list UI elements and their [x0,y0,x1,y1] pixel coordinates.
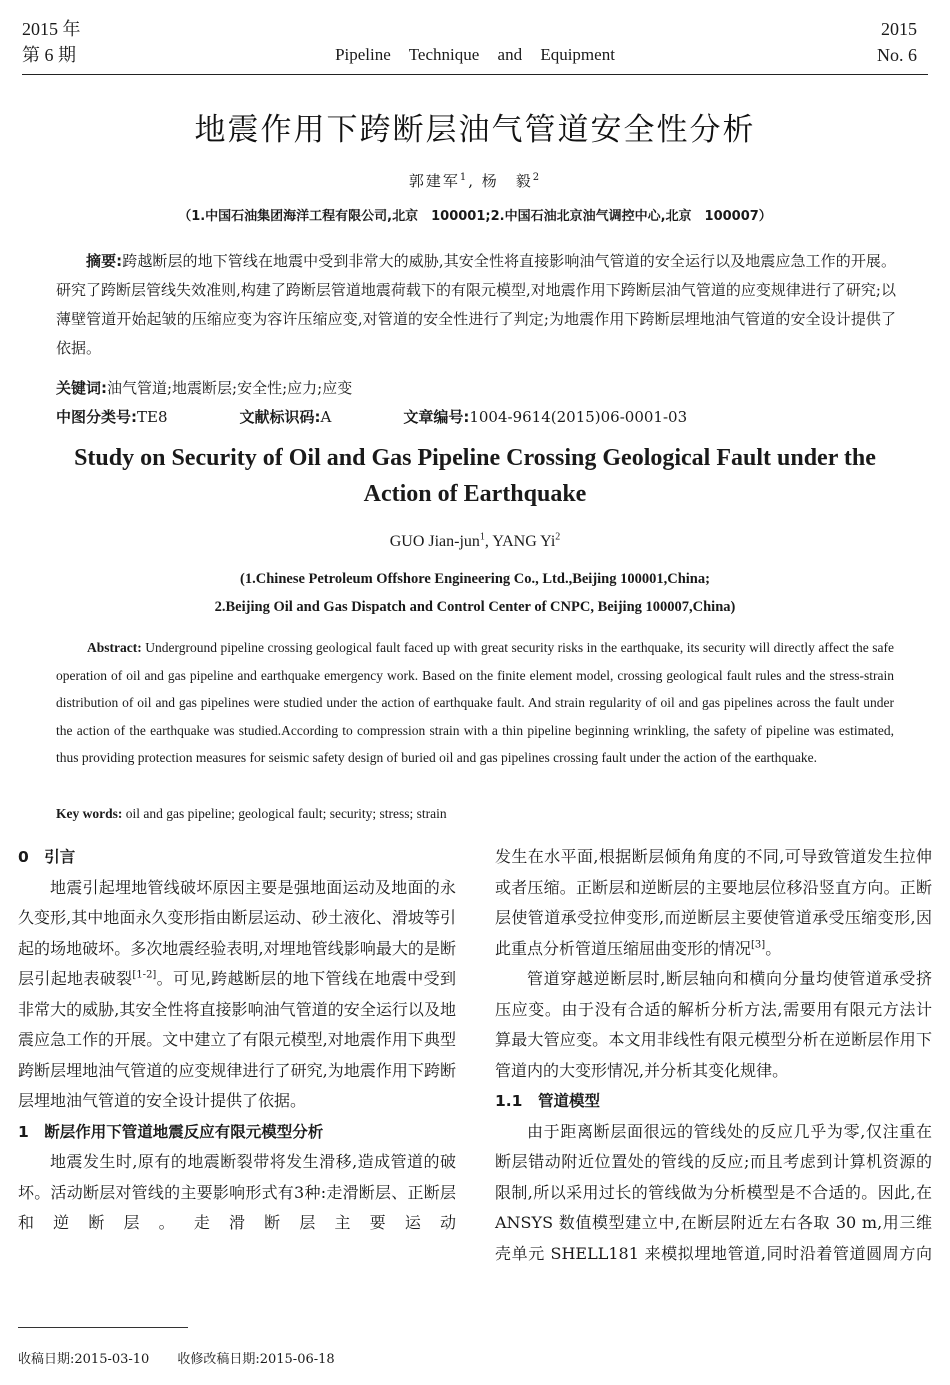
authors-cn [0,170,950,191]
body-column-left [18,842,456,1239]
footnote [18,1348,335,1367]
author-cn-2-affil: 2 [532,172,542,183]
author-separator: , [468,172,482,190]
header-year-cn: 2015 年 [22,19,81,39]
keywords-en-label: Key words: [56,806,123,821]
abstract-cn-text: 跨越断层的地下管线在地震中受到非常大的威胁,其安全性将直接影响油气管道的安全运行以及地震应急工作的开展。研究了跨断层管线失效准则,构建了跨断层管道地震荷载下的有限元模型,对地震作用下跨断层油气管道的应变规律进行了研究;以薄壁管道开始起皱的压缩应变为容许压缩应变,对管道的安全性进行了判定;为地震作用下跨断层埋地油气管道的安全设计提供了依据。 [56,252,896,357]
section-1-heading: 1 断层作用下管道地震反应有限元模型分析 [18,1122,324,1141]
keywords-cn [56,374,352,403]
affiliation-en-line-2: 2.Beijing Oil and Gas Dispatch and Control Center of CNPC, Beijing 100007,China) [214,599,736,615]
intro-text-b: 。可见,跨越断层的地下管线在地震中受到非常大的威胁,其安全性将直接影响油气管道的安全运行以及地震应急工作的开展。文中建立了有限元模型,对地震作用下典型跨断层埋地油气管道的应变规律进行了研究,为地震作用下跨断层埋地油气管道的安全设计提供了依据。 [18,969,456,1110]
abstract-en-text: Underground pipeline crossing geological fault faced up with great security risks in the earthquake, its security will directly affect the safe operation of oil and gas pipeline and earthquake emergency work. Based on the finite element model, crossing geological fault rules and the stress-strain distribution of oil and gas pipelines were studied under the action of earthquake fault. And strain regularity of oil and gas pipelines across the fault under the action of the earthquake was studied.According to compression strain with a thin pipeline beginning wrinkling, the safety of pipeline was estimated, thus providing protection measures for seismic safety design of buried oil and gas pipelines crossing fault under the action of the earthquake. [56,640,894,765]
running-header-right [877,16,917,68]
author-cn-1: 郭建军 [408,172,460,190]
affiliation-en-line-1: (1.Chinese Petroleum Offshore Engineering Co., Ltd.,Beijing 100001,China; [240,571,710,587]
authors-en [0,533,950,551]
keywords-en-text: oil and gas pipeline; geological fault; security; stress; strain [122,806,447,821]
author-en-1-affil: 1 [479,531,485,543]
section-1-paragraph-cont [495,842,932,964]
doc-code-label: 文献标识码: [239,408,321,426]
body-column-right [495,842,932,1269]
section-0-heading: 0 引言 [18,848,76,866]
affiliation-cn: （1.中国石油集团海洋工程有限公司,北京 100001;2.中国石油北京油气调控中心,北京 100007） [178,209,772,224]
paper-title-en: Study on Security of Oil and Gas Pipeline Crossing Geological Fault under the Action of Earthquake [74,445,876,507]
header-year: 2015 [881,19,917,39]
section-1-paragraph: 地震发生时,原有的地震断裂带将发生滑移,造成管道的破坏。活动断层对管线的主要影响形式有3种:走滑断层、正断层和逆断层。走滑断层主要运动 [18,1152,456,1232]
abstract-cn-label: 摘要: [86,252,123,270]
article-number-label: 文章编号: [403,408,470,426]
author-en-2-affil: 2 [555,531,561,543]
section-1-1-heading: 1.1 管道模型 [495,1092,600,1110]
abstract-cn [56,247,896,363]
article-number-value: 1004-9614(2015)06-0001-03 [469,408,688,426]
header-issue-en: No. 6 [877,45,917,65]
journal-name: Pipeline Technique and Equipment [335,45,615,64]
keywords-cn-text: 油气管道;地震断层;安全性;应力;应变 [107,379,353,397]
section-1-cont-text-b: 。 [765,938,782,958]
intro-text-a: 地震引起埋地管线破坏原因主要是强地面运动及地面的永久变形,其中地面永久变形指由断层运动、砂土液化、滑坡等引起的场地破坏。多次地震经验表明,对埋地管线影响最大的是断层引起地表破裂 [18,877,456,988]
author-cn-2: 杨 毅 [481,172,533,190]
author-en-separator: , [484,533,493,550]
keywords-en [56,800,447,828]
reverse-fault-paragraph: 管道穿越逆断层时,断层轴向和横向分量均使管道承受挤压应变。由于没有合适的解析分析方法,需要用有限元方法计算最大管应变。本文用非线性有限元模型分析在逆断层作用下管道内的大变形情况,并分析其变化规律。 [495,969,932,1080]
section-1-cont-text-a: 发生在水平面,根据断层倾角角度的不同,可导致管道发生拉伸或者压缩。正断层和逆断层的主要地层位移沿竖直方向。正断层使管道承受拉伸变形,而逆断层主要使管道承受压缩变形,因此重点分析管道压缩屈曲变形的情况 [495,847,932,958]
author-en-2: YANG Yi [492,533,556,550]
clc-label: 中图分类号: [56,408,137,426]
affiliation-en [0,565,950,621]
paper-title-cn: 地震作用下跨断层油气管道安全性分析 [194,112,756,148]
keywords-cn-label: 关键词: [56,379,107,397]
intro-paragraph [18,873,456,1117]
abstract-en [56,634,894,772]
footnote-divider [18,1327,188,1328]
pipe-model-paragraph: 由于距离断层面很远的管线处的反应几乎为零,仅注重在断层错动附近位置处的管线的反应;而且考虑到计算机资源的限制,所以采用过长的管线做为分析模型是不合适的。因此,在 ANSYS 数值模型建立中,在断层附近左右各取 30 m,用三维壳单元 SHELL181 来模拟埋地管道,同时沿着管道圆周方向 [495,1121,932,1263]
citation-3: [3] [751,939,766,951]
author-en-1: GUO Jian-jun [389,533,480,550]
citation-1-2: [1-2] [132,969,157,981]
author-cn-1-affil: 1 [459,172,469,183]
clc-value: TE8 [137,408,168,426]
header-issue-cn: 第 6 期 [22,45,76,65]
received-date: 收稿日期:2015-03-10 [18,1352,150,1367]
header-divider [22,74,928,75]
abstract-en-label: Abstract: [87,640,142,655]
classification-line [56,403,896,432]
doc-code-value: A [320,408,332,426]
revised-date: 收修改稿日期:2015-06-18 [177,1352,335,1367]
